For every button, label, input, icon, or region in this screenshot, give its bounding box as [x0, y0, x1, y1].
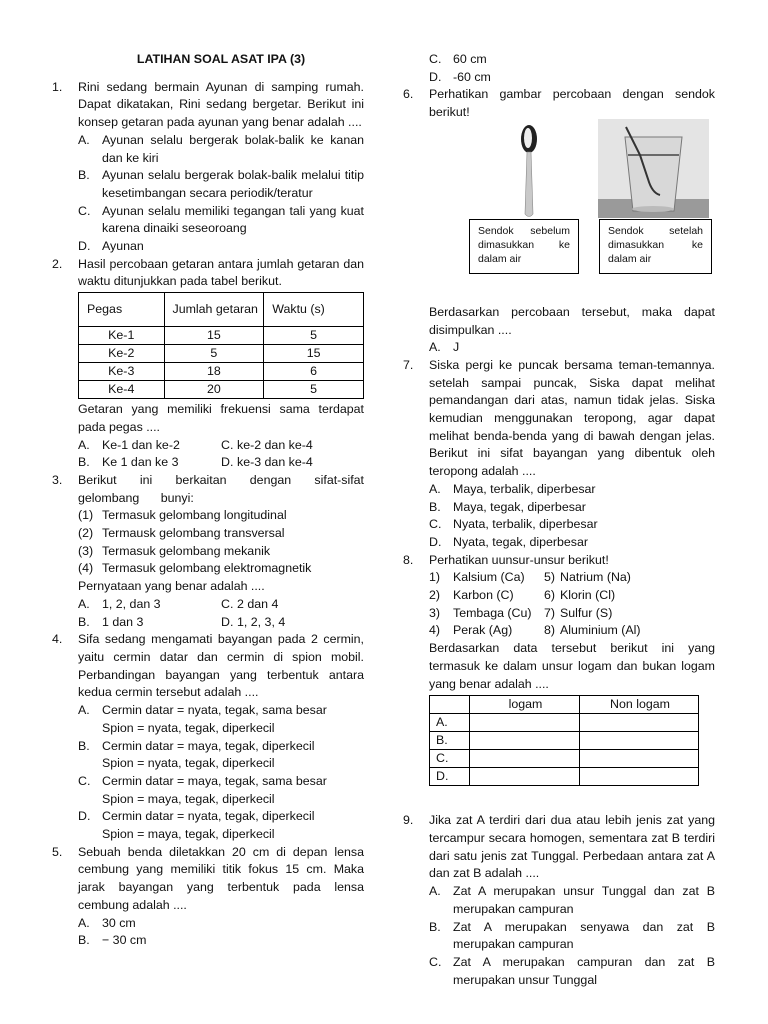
- table-header: logam: [470, 696, 580, 714]
- caption-box-before: Sendok sebelum dimasukkan ke dalam air: [469, 219, 579, 274]
- question-text: Hasil percobaan getaran antara jumlah getaran dan waktu ditunjukkan pada tabel berikut.: [78, 256, 364, 289]
- table-cell: D.: [430, 768, 470, 786]
- item-text: Tembaga (Cu): [453, 605, 532, 620]
- question-text: Perhatikan gambar percobaan dengan sendok berikut!: [429, 87, 715, 120]
- table-row: [430, 732, 699, 750]
- table-cell: [580, 732, 699, 750]
- page-title: LATIHAN SOAL ASAT IPA (3): [136, 52, 306, 66]
- option-letter: B.: [78, 738, 90, 753]
- option-letter: B.: [78, 168, 90, 183]
- option-text: − 30 cm: [102, 933, 147, 948]
- option-text: Ayunan: [102, 239, 144, 254]
- option-text: Spion = maya, tegak, diperkecil: [102, 791, 275, 806]
- question-5: [52, 844, 364, 950]
- option-text: Nyata, terbalik, diperbesar: [453, 517, 598, 532]
- option-text: Ke 1 dan ke 3: [102, 455, 179, 470]
- option-letter: A.: [78, 596, 90, 611]
- list-item: [78, 543, 364, 561]
- option-letter: B.: [429, 499, 441, 514]
- option: [78, 932, 364, 950]
- item-text: Termasuk gelombang mekanik: [102, 543, 271, 558]
- table-cell: B.: [430, 732, 470, 750]
- option: [429, 919, 715, 954]
- question-text: Sifa sedang mengamati bayangan pada 2 cermin, yaitu cermin datar dan cermin di spion mobil. Perbandingan bayangan yang terbentuk antara kedua cermin tersebut adalah ....: [78, 632, 364, 700]
- table-cell: [580, 714, 699, 732]
- question-number: 5.: [52, 844, 63, 859]
- table-header: Non logam: [580, 696, 699, 714]
- option-letter: D.: [78, 239, 91, 254]
- item-text: Kalsium (Ca): [453, 570, 525, 585]
- item-number: 4): [429, 623, 441, 638]
- table-row: [430, 714, 699, 732]
- table-row: [430, 750, 699, 768]
- option-letter: B.: [429, 919, 441, 934]
- option: [78, 915, 364, 933]
- table-row: [430, 768, 699, 786]
- caption-box-after: Sendok setelah dimasukkan ke dalam air: [599, 219, 712, 274]
- question-text: Jika zat A terdiri dari dua atau lebih jenis zat yang tercampur secara homogen, sementara zat B terdiri dari satu jenis zat Tunggal. Perbedaan antara zat A dan zat B adalah ....: [429, 813, 715, 881]
- option-text: 1, 2, 3, 4: [237, 614, 286, 629]
- question-number: 6.: [403, 87, 414, 102]
- option-letter: C.: [221, 437, 234, 452]
- table-cell: Ke-1: [79, 327, 165, 345]
- question-text: Pernyataan yang benar adalah ....: [78, 579, 265, 594]
- option-text: Spion = nyata, tegak, diperkecil: [102, 756, 275, 771]
- option: [429, 51, 715, 69]
- option: [429, 534, 715, 552]
- item-number: 3): [429, 605, 441, 620]
- table-row: [79, 327, 364, 345]
- option-text: Cermin datar = maya, tegak, sama besar: [102, 773, 327, 788]
- table-cell: 5: [264, 327, 364, 345]
- item-number: (1): [78, 508, 94, 523]
- table-cell: [580, 768, 699, 786]
- option-letter: D.: [221, 614, 234, 629]
- list-item: [78, 525, 364, 543]
- list-item: [78, 507, 364, 525]
- vibration-table: [78, 292, 364, 399]
- item-number: 2): [429, 588, 441, 603]
- question-text: Rini sedang bermain Ayunan di samping rumah. Dapat dikatakan, Rini sedang bergetar. Berikut ini konsep getaran pada ayunan yang benar adalah ....: [78, 79, 364, 130]
- option: [429, 954, 715, 989]
- table-cell: 20: [164, 381, 264, 399]
- option-letter: C.: [221, 596, 234, 611]
- item-number: 8): [544, 623, 556, 638]
- table-header: Waktu (s): [264, 293, 364, 327]
- table-row: [79, 381, 364, 399]
- table-cell: 15: [164, 327, 264, 345]
- question-number: 7.: [403, 357, 414, 372]
- element-row: [429, 569, 715, 587]
- item-text: Termasuk gelombang elektromagnetik: [102, 561, 312, 576]
- option: [429, 883, 715, 918]
- question-number: 9.: [403, 813, 414, 828]
- option-letter: C.: [78, 773, 91, 788]
- option-text: 2 dan 4: [237, 596, 279, 611]
- option: [78, 614, 221, 632]
- option-text: Spion = nyata, tegak, diperkecil: [102, 720, 275, 735]
- question-text: Siska pergi ke puncak bersama teman-temannya. setelah sampai puncak, Siska dapat melihat pemandangan dari atas, namun tidak jelas. Siska kemudian menggunakan teropong, agar dapat melihat benda-benda yang di bawah dengan jelas. Berikut ini sifat bayangan yang dibentuk oleh teropong adalah ....: [429, 357, 715, 479]
- question-number: 2.: [52, 256, 63, 271]
- question-3: [52, 472, 364, 631]
- option: [78, 167, 364, 202]
- question-7: [403, 357, 715, 552]
- item-number: (2): [78, 526, 94, 541]
- option-text: Nyata, tegak, diperbesar: [453, 534, 588, 549]
- item-text: Klorin (Cl): [560, 588, 616, 603]
- item-number: 7): [544, 605, 556, 620]
- table-cell: [470, 714, 580, 732]
- table-cell: [580, 750, 699, 768]
- option-letter: D.: [429, 534, 442, 549]
- spoon-image: [514, 124, 544, 219]
- item-text: Karbon (C): [453, 588, 514, 603]
- table-cell: Ke-3: [79, 363, 165, 381]
- question-number: 4.: [52, 632, 63, 647]
- question-6: [403, 86, 715, 357]
- question-text: Perhatikan uunsur-unsur berikut!: [429, 552, 609, 567]
- option-letter: C.: [429, 517, 442, 532]
- option: [78, 808, 364, 843]
- table-cell: 18: [164, 363, 264, 381]
- table-cell: [470, 768, 580, 786]
- option: [78, 738, 364, 773]
- question-number: 3.: [52, 472, 63, 487]
- item-text: Sulfur (S): [560, 605, 613, 620]
- left-column: [52, 51, 364, 950]
- table-cell: A.: [430, 714, 470, 732]
- option: [78, 203, 364, 238]
- option-text: Ayunan selalu bergerak bolak-balik ke kanan dan ke kiri: [102, 132, 364, 165]
- option-text: Maya, tegak, diperbesar: [453, 499, 586, 514]
- table-cell: 15: [264, 345, 364, 363]
- option-text: 1 dan 3: [102, 614, 144, 629]
- table-cell: 5: [264, 381, 364, 399]
- option-letter: A.: [78, 915, 90, 930]
- table-header: Pegas: [79, 293, 165, 327]
- option: [221, 454, 364, 472]
- option-text: 60 cm: [453, 52, 487, 66]
- option-text: Ke-1 dan ke-2: [102, 437, 180, 452]
- option: [429, 69, 715, 87]
- option-text: Zat A merupakan senyawa dan zat B merupakan campuran: [453, 919, 715, 952]
- option-text: Cermin datar = nyata, tegak, sama besar: [102, 703, 327, 718]
- question-4: [52, 631, 364, 843]
- option-text: 1, 2, dan 3: [102, 596, 161, 611]
- option-letter: A.: [78, 132, 90, 147]
- question-1: [52, 79, 364, 256]
- element-row: [429, 587, 715, 605]
- option: [78, 454, 221, 472]
- table-cell: 5: [164, 345, 264, 363]
- option-letter: A.: [429, 481, 441, 496]
- question-2: [52, 256, 364, 472]
- table-cell: Ke-2: [79, 345, 165, 363]
- item-number: (3): [78, 543, 94, 558]
- option: [78, 596, 221, 614]
- option: [429, 516, 715, 534]
- element-row: [429, 605, 715, 623]
- option: [221, 437, 364, 455]
- option: [78, 238, 364, 256]
- table-row: [79, 345, 364, 363]
- spoon-figures: [429, 122, 715, 304]
- option-letter: A.: [78, 437, 90, 452]
- option-letter: B.: [78, 614, 90, 629]
- question-text: Berikut ini berkaitan dengan sifat-sifat gelombang bunyi:: [78, 472, 364, 505]
- option-letter: D.: [78, 809, 91, 824]
- option: [78, 132, 364, 167]
- element-row: [429, 622, 715, 640]
- item-text: Aluminium (Al): [560, 623, 641, 638]
- table-cell: [470, 750, 580, 768]
- option-text: Ayunan selalu memiliki tegangan tali yang kuat karena dinaiki seseoroang: [102, 203, 364, 236]
- option-text: Zat A merupakan campuran dan zat B merupakan unsur Tunggal: [453, 954, 715, 987]
- item-number: 5): [544, 570, 556, 585]
- item-text: Natrium (Na): [560, 570, 631, 585]
- item-number: 1): [429, 570, 441, 585]
- option-letter: A.: [429, 884, 441, 899]
- option: [429, 499, 715, 517]
- option-letter: D.: [429, 69, 442, 84]
- table-header: Jumlah getaran: [164, 293, 264, 327]
- option-letter: C.: [429, 954, 442, 969]
- option: [78, 702, 364, 737]
- question-text: Sebuah benda diletakkan 20 cm di depan lensa cembung yang memiliki titik fokus 15 cm. Maka jarak bayangan yang terbentuk pada lensa cembung adalah ....: [78, 844, 364, 912]
- question-number: 1.: [52, 79, 63, 94]
- answer-table: [429, 695, 699, 786]
- table-header: [430, 696, 470, 714]
- spoon-in-water-glass-image: [598, 119, 709, 218]
- table-cell: [470, 732, 580, 750]
- option: [78, 437, 221, 455]
- option: [429, 339, 715, 357]
- option-text: Cermin datar = maya, tegak, diperkecil: [102, 738, 315, 753]
- option-text: J: [453, 340, 460, 355]
- option-letter: B.: [78, 933, 90, 948]
- item-number: 6): [544, 588, 556, 603]
- question-8: [403, 552, 715, 787]
- option-letter: A.: [429, 340, 441, 355]
- question-text: Berdasarkan percobaan tersebut, maka dapat disimpulkan ....: [429, 304, 715, 337]
- option: [221, 596, 364, 614]
- item-text: Termausk gelombang transversal: [102, 526, 285, 541]
- question-number: 8.: [403, 552, 414, 567]
- question-text: Getaran yang memiliki frekuensi sama terdapat pada pegas ....: [78, 402, 364, 434]
- option-text: ke-2 dan ke-4: [237, 437, 313, 452]
- option-text: Ayunan selalu bergerak bolak-balik melalui titip kesetimbangan secara periodik/teratur: [102, 168, 364, 200]
- table-row: [79, 363, 364, 381]
- option-text: Maya, terbalik, diperbesar: [453, 481, 596, 496]
- option-letter: C.: [429, 52, 442, 66]
- table-cell: C.: [430, 750, 470, 768]
- option-text: ke-3 dan ke-4: [237, 455, 313, 470]
- option-letter: C.: [78, 203, 91, 218]
- option-letter: D.: [221, 455, 234, 470]
- option-letter: B.: [78, 455, 90, 470]
- option: [429, 481, 715, 499]
- option-text: Zat A merupakan unsur Tunggal dan zat B merupakan campuran: [453, 884, 715, 916]
- table-cell: 6: [264, 363, 364, 381]
- option-letter: A.: [78, 703, 90, 718]
- option-text: 30 cm: [102, 915, 136, 930]
- item-number: (4): [78, 561, 94, 576]
- option: [221, 614, 364, 632]
- table-cell: Ke-4: [79, 381, 165, 399]
- question-text: Berdasarkan data tersebut berikut ini yang termasuk ke dalam unsur logam dan bukan logam yang benar adalah ....: [429, 641, 715, 691]
- question-9: [403, 812, 715, 989]
- list-item: [78, 560, 364, 578]
- option: [78, 773, 364, 808]
- option-text: Spion = maya, tegak, diperkecil: [102, 827, 275, 842]
- item-text: Termasuk gelombang longitudinal: [102, 508, 287, 523]
- option-text: Cermin datar = nyata, tegak, diperkecil: [102, 809, 315, 824]
- right-column: [403, 51, 715, 989]
- item-text: Perak (Ag): [453, 623, 513, 638]
- option-text: -60 cm: [453, 69, 491, 84]
